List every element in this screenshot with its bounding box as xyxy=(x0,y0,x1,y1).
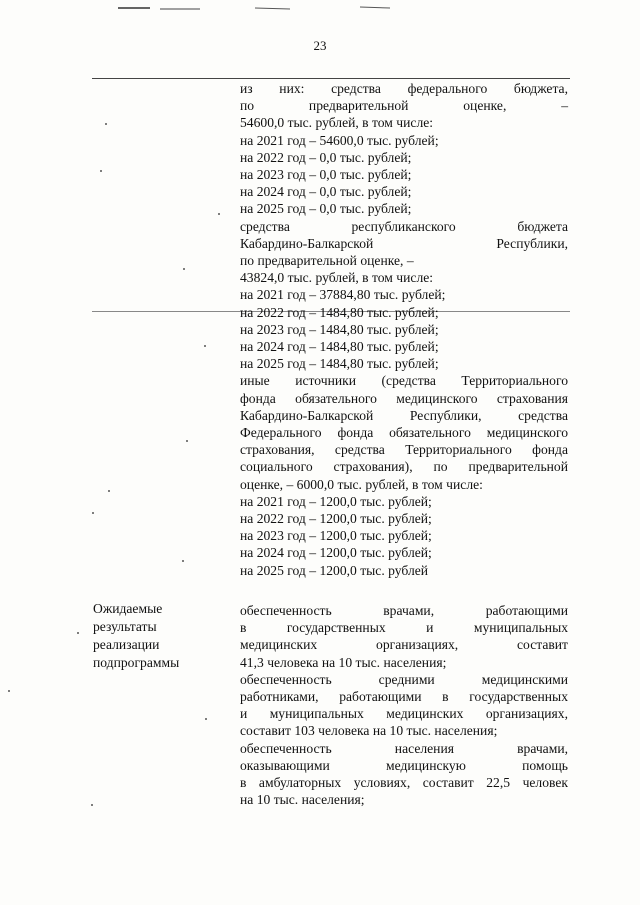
text-line: по предварительной оценке, – xyxy=(240,98,568,114)
table-rule-top xyxy=(92,78,570,79)
scan-speck xyxy=(105,123,107,125)
scan-speck xyxy=(186,440,188,442)
scan-speck xyxy=(182,560,184,562)
scan-speck xyxy=(91,804,93,806)
text-line: составит 103 человека на 10 тыс. населения; xyxy=(240,723,498,739)
text-line: на 2023 год – 0,0 тыс. рублей; xyxy=(240,167,412,183)
text-line: на 2025 год – 1200,0 тыс. рублей xyxy=(240,562,429,578)
text-line: 54600,0 тыс. рублей, в том числе: xyxy=(240,115,434,131)
text-line: на 2023 год – 1484,80 тыс. рублей; xyxy=(240,321,439,337)
text-line: на 10 тыс. населения; xyxy=(240,792,365,808)
scan-speck xyxy=(77,632,79,634)
text-line: из них: средства федерального бюджета, xyxy=(240,81,568,96)
scan-artifact xyxy=(0,2,640,16)
text-line: средства республиканского бюджета xyxy=(240,218,568,234)
text-line: по предварительной оценке, – xyxy=(240,253,414,269)
text-line: на 2021 год – 37884,80 тыс. рублей; xyxy=(240,287,446,303)
text-line: Федерального фонда обязательного медицинского xyxy=(240,425,568,441)
label-line: Ожидаемые xyxy=(93,601,163,616)
text-line: на 2021 год – 54600,0 тыс. рублей; xyxy=(240,132,439,148)
funding-sources-block xyxy=(240,80,568,579)
text-line: Кабардино-Балкарской Республики, средства xyxy=(240,407,568,423)
label-line: реализации xyxy=(93,637,160,652)
text-line: обеспеченность населения врачами, xyxy=(240,740,568,756)
text-line: на 2022 год – 1200,0 тыс. рублей; xyxy=(240,511,432,527)
scan-speck xyxy=(8,690,10,692)
text-line: в амбулаторных условиях, составит 22,5 человек xyxy=(240,775,568,791)
text-line: иные источники (средства Территориального xyxy=(240,373,568,389)
text-line: медицинских организациях, составит xyxy=(240,637,568,653)
page-number: 23 xyxy=(313,38,327,53)
text-line: обеспеченность врачами, работающими xyxy=(240,603,568,618)
text-line: обеспеченность средними медицинскими xyxy=(240,671,568,687)
text-line: на 2022 год – 0,0 тыс. рублей; xyxy=(240,149,412,165)
text-line: оказывающими медицинскую помощь xyxy=(240,757,568,773)
scan-speck xyxy=(218,213,220,215)
scan-speck xyxy=(108,490,110,492)
text-line: на 2023 год – 1200,0 тыс. рублей; xyxy=(240,528,432,544)
scan-speck xyxy=(204,345,206,347)
text-line: и муниципальных медицинских организациях, xyxy=(240,706,568,722)
text-line: страхования, средства Территориального фонда xyxy=(240,442,568,458)
text-line: на 2024 год – 1484,80 тыс. рублей; xyxy=(240,339,439,355)
text-line: Кабардино-Балкарской Республики, xyxy=(240,235,568,251)
scan-speck xyxy=(183,268,185,270)
text-line: на 2021 год – 1200,0 тыс. рублей; xyxy=(240,493,432,509)
text-line: 41,3 человека на 10 тыс. населения; xyxy=(240,654,447,670)
scan-speck xyxy=(92,512,94,514)
label-line: результаты xyxy=(93,619,157,634)
text-line: на 2025 год – 0,0 тыс. рублей; xyxy=(240,201,412,217)
text-line: оценке, – 6000,0 тыс. рублей, в том числе: xyxy=(240,476,483,492)
scan-speck xyxy=(100,170,102,172)
results-label xyxy=(93,600,208,672)
text-line: социального страхования), по предварительной xyxy=(240,459,568,475)
text-line: на 2022 год – 1484,80 тыс. рублей; xyxy=(240,304,439,320)
text-line: фонда обязательного медицинского страхования xyxy=(240,390,568,406)
expected-results-block xyxy=(240,602,568,808)
text-line: 43824,0 тыс. рублей, в том числе: xyxy=(240,270,434,286)
text-line: на 2024 год – 1200,0 тыс. рублей; xyxy=(240,545,432,561)
text-line: работниками, работающими в государственных xyxy=(240,689,568,705)
text-line: на 2025 год – 1484,80 тыс. рублей; xyxy=(240,356,439,372)
text-line: в государственных и муниципальных xyxy=(240,620,568,636)
label-line: подпрограммы xyxy=(93,655,180,670)
scan-speck xyxy=(205,718,207,720)
text-line: на 2024 год – 0,0 тыс. рублей; xyxy=(240,184,412,200)
